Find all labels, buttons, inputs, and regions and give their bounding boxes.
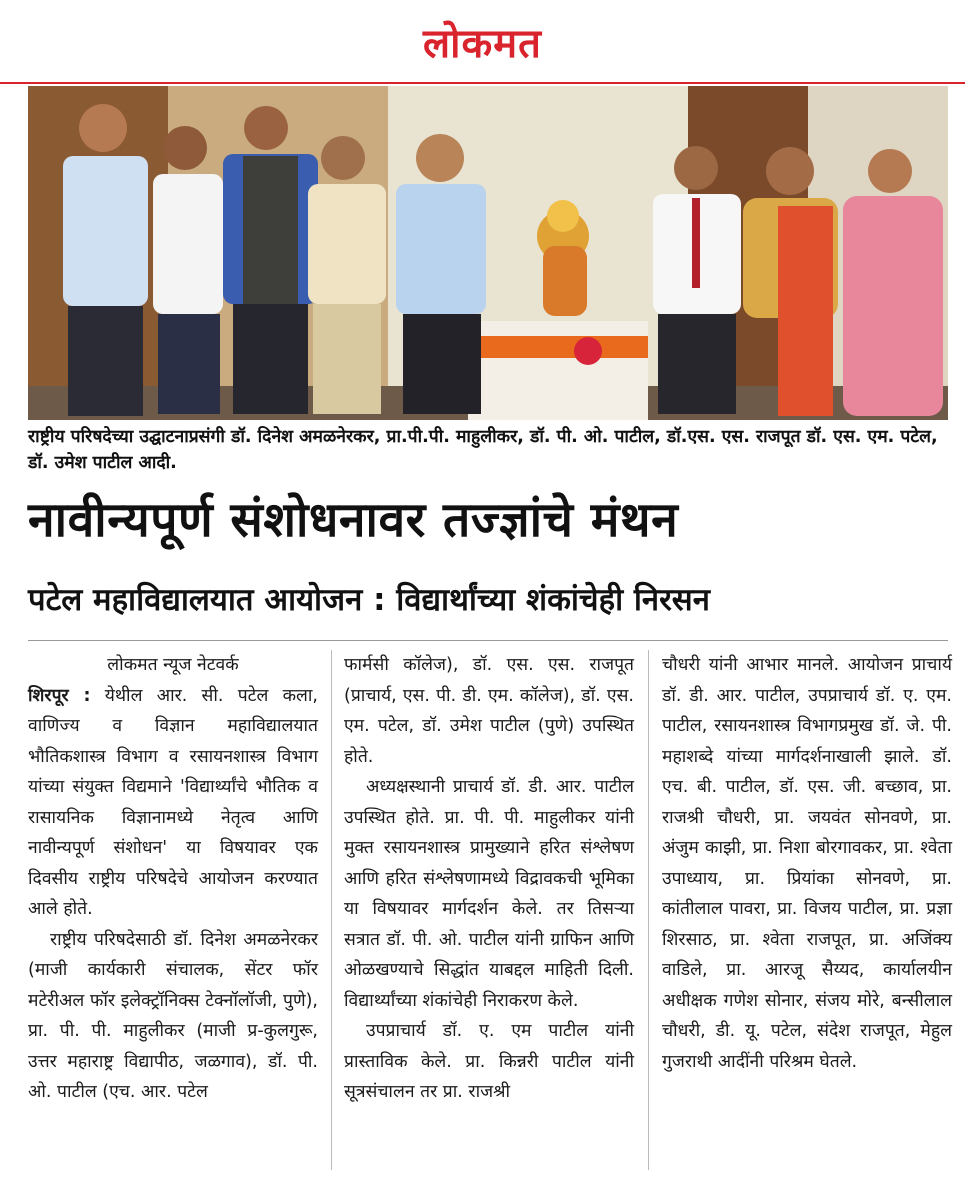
article-column-2 — [344, 650, 634, 1108]
column-divider — [331, 650, 332, 1170]
article-column-1 — [28, 650, 318, 1108]
paragraph: उपप्राचार्य डॉ. ए. एम पाटील यांनी प्रास्ताविक केले. प्रा. किन्नरी पाटील यांनी सूत्रसंचालन तर प्रा. राजश्री — [344, 1021, 634, 1102]
photo-caption: राष्ट्रीय परिषदेच्या उद्घाटनाप्रसंगी डॉ. दिनेश अमळनेरकर, प्रा.पी.पी. माहुलीकर, डॉ. पी. ओ. पाटील, डॉ.एस. एस. राजपूत डॉ. एस. एम. पटेल, डॉ. उमेश पाटील आदी. — [28, 427, 938, 473]
subheadline: पटेल महाविद्यालयात आयोजन : विद्यार्थांच्या शंकांचेही निरसन — [28, 582, 710, 618]
byline: लोकमत न्यूज नेटवर्क — [107, 655, 239, 675]
paragraph: चौधरी यांनी आभार मानले. आयोजन प्राचार्य डॉ. डी. आर. पाटील, उपप्राचार्य डॉ. ए. एम. पाटील, रसायनशास्त्र विभागप्रमुख डॉ. जे. पी. महाशब्दे यांच्या मार्गदर्शनाखाली झाले. डॉ. एच. बी. पाटील, डॉ. एस. जी. बच्छाव, प्रा. राजश्री चौधरी, प्रा. जयवंत सोनवणे, प्रा. अंजुम काझी, प्रा. निशा बोरगावकर, प्रा. श्वेता उपाध्याय, प्रा. प्रियांका सोनवणे, प्रा. कांतीलाल पावरा, प्रा. विजय पाटील, प्रा. प्रज्ञा शिरसाठ, प्रा. श्वेता राजपूत, प्रा. अजिंक्य वाडिले, प्रा. आरजू सैय्यद, कार्यालयीन अधीक्षक गणेश सोनार, संजय मोरे, बन्सीलाल चौधरी, डी. यू. पटेल, संदेश राजपूत, मेहुल गुजराथी आदींनी परिश्रम घेतले. — [662, 655, 952, 1072]
paragraph: अध्यक्षस्थानी प्राचार्य डॉ. डी. आर. पाटील उपस्थित होते. प्रा. पी. पी. माहुलीकर यांनी मुक्त रसायनशास्त्र प्रामुख्याने हरित संश्लेषण आणि हरित संश्लेषणामध्ये विद्रावकची भूमिका या विषयावर मार्गदर्शन केले. तर तिसऱ्या सत्रात डॉ. पी. ओ. पाटील यांनी ग्राफिन आणि ओळखण्याचे सिद्धांत याबद्दल माहिती दिली. विद्यार्थ्यांच्या शंकांचेही निराकरण केले. — [344, 777, 634, 1011]
paragraph: राष्ट्रीय परिषदेसाठी डॉ. दिनेश अमळनेरकर (माजी कार्यकारी संचालक, सेंटर फॉर मटेरीअल फॉर इलेक्ट्रॉनिक्स टेक्नॉलॉजी, पुणे), प्रा. पी. पी. माहुलीकर (माजी प्र-कुलगुरू, उत्तर महाराष्ट्र विद्यापीठ, जळगाव), डॉ. पी. ओ. पाटील (एच. आर. पटेल — [28, 929, 318, 1102]
paragraph: फार्मसी कॉलेज), डॉ. एस. एस. राजपूत (प्राचार्य, एस. पी. डी. एम. कॉलेज), डॉ. एस. एम. पटेल, डॉ. उमेश पाटील (पुणे) उपस्थित होते. — [344, 655, 634, 767]
divider — [28, 640, 948, 641]
dateline: शिरपूर : — [28, 685, 91, 706]
article-column-3 — [662, 650, 952, 1077]
paragraph: येथील आर. सी. पटेल कला, वाणिज्य व विज्ञान महाविद्यालयात भौतिकशास्त्र विभाग व रसायनशास्त्र विभाग यांच्या संयुक्त विद्यमाने 'विद्यार्थ्यांचे भौतिक व रासायनिक विज्ञानामध्ये नेतृत्व आणि नावीन्यपूर्ण संशोधन' या विषयावर एक दिवसीय राष्ट्रीय परिषदेचे आयोजन करण्यात आले होते. — [28, 685, 318, 919]
news-photo — [28, 86, 948, 420]
headline: नावीन्यपूर्ण संशोधनावर तज्ज्ञांचे मंथन — [28, 492, 679, 548]
masthead — [0, 0, 965, 84]
group-photo-icon — [28, 86, 948, 420]
column-divider — [648, 650, 649, 1170]
newspaper-logo: लोकमत — [423, 21, 542, 67]
